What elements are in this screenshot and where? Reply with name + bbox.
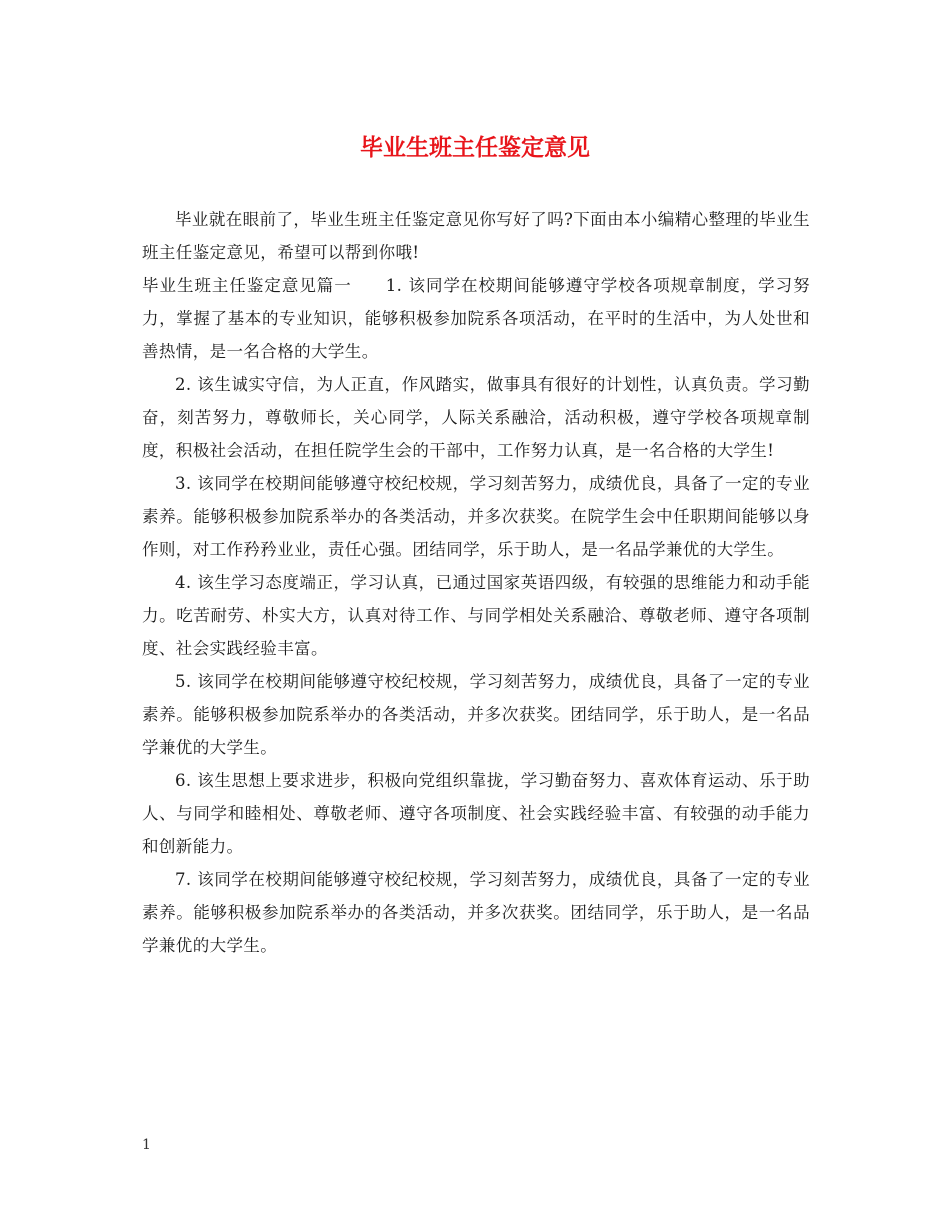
document-title: 毕业生班主任鉴定意见 — [360, 135, 590, 161]
item-6-paragraph: 6. 该生思想上要求进步，积极向党组织靠拢，学习勤奋努力、喜欢体育运动、乐于助人、与同学和睦相处、尊敬老师、遵守各项制度、社会实践经验丰富、有较强的动手能力和创新能力。 — [142, 771, 810, 856]
page-number: 1 — [142, 1137, 151, 1153]
section-paragraph — [142, 269, 810, 368]
item-7-paragraph: 7. 该同学在校期间能够遵守校纪校规，学习刻苦努力，成绩优良，具备了一定的专业素养。能够积极参加院系举办的各类活动，并多次获奖。团结同学，乐于助人，是一名品学兼优的大学生。 — [142, 870, 810, 955]
intro-paragraph: 毕业就在眼前了，毕业生班主任鉴定意见你写好了吗?下面由本小编精心整理的毕业生班主任鉴定意见，希望可以帮到你哦! — [142, 210, 810, 262]
section-heading: 毕业生班主任鉴定意见篇一 — [142, 276, 352, 295]
item-4-paragraph: 4. 该生学习态度端正，学习认真，已通过国家英语四级，有较强的思维能力和动手能力。吃苦耐劳、朴实大方，认真对待工作、与同学相处关系融洽、尊敬老师、遵守各项制度、社会实践经验丰富。 — [142, 573, 810, 658]
item-3-paragraph: 3. 该同学在校期间能够遵守校纪校规，学习刻苦努力，成绩优良，具备了一定的专业素养。能够积极参加院系举办的各类活动，并多次获奖。在院学生会中任职期间能够以身作则，对工作矜矜业业，责任心强。团结同学，乐于助人，是一名品学兼优的大学生。 — [142, 474, 810, 559]
document-body — [142, 203, 810, 962]
item-1-text: 1. 该同学在校期间能够遵守学校各项规章制度，学习努力，掌握了基本的专业知识，能够积极参加院系各项活动，在平时的生活中，为人处世和善热情，是一名合格的大学生。 — [142, 276, 810, 361]
item-2-paragraph: 2. 该生诚实守信，为人正直，作风踏实，做事具有很好的计划性，认真负责。学习勤奋，刻苦努力，尊敬师长，关心同学，人际关系融洽，活动积极，遵守学校各项规章制度，积极社会活动，在担任院学生会的干部中，工作努力认真，是一名合格的大学生! — [142, 375, 810, 460]
item-5-paragraph: 5. 该同学在校期间能够遵守校纪校规，学习刻苦努力，成绩优良，具备了一定的专业素养。能够积极参加院系举办的各类活动，并多次获奖。团结同学，乐于助人，是一名品学兼优的大学生。 — [142, 672, 810, 757]
